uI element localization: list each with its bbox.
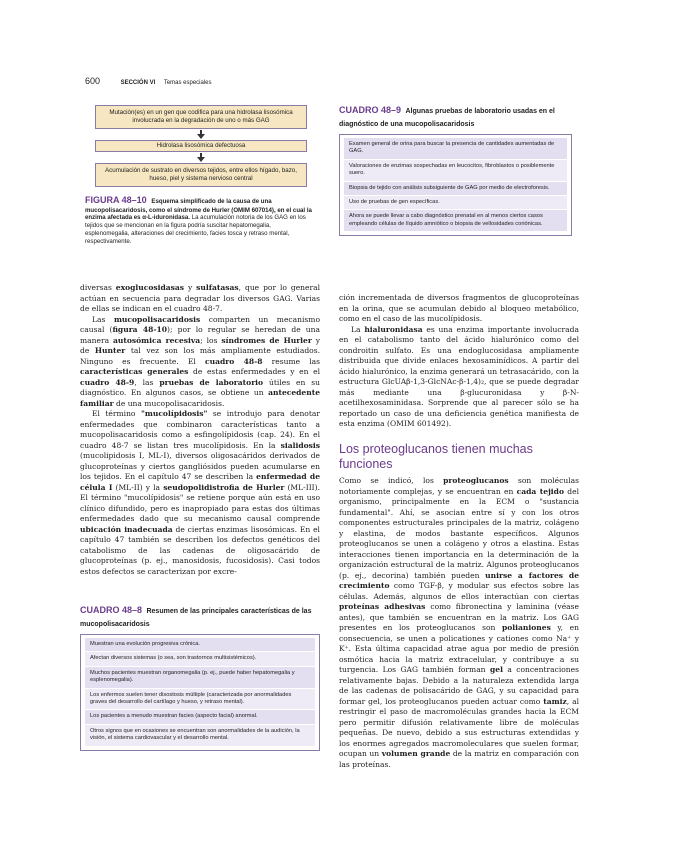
table-48-8 xyxy=(80,604,320,751)
flow-box-defective-hydrolase: Hidrolasa lisosómica defectuosa xyxy=(95,140,307,152)
section-heading: Los proteoglucanos tienen muchas funciones xyxy=(339,442,533,471)
table-row: Ahora se puede llevar a cabo diagnóstico prenatal en al menos ciertos casos empleando células de líquido amniótico o biopsia de vellosidades coriónicas. xyxy=(344,210,567,232)
left-column-text xyxy=(80,283,320,577)
table-row: Muchos pacientes muestran organomegalia (p. ej., puede haber hepatomegalia y esplenomegalia). xyxy=(85,667,315,689)
right-column-text-bottom xyxy=(339,476,579,770)
table-48-8-body xyxy=(80,634,320,751)
table-48-8-heading: Resumen de las principales características de las mucopolisacaridosis xyxy=(80,608,312,628)
table-row: Muestran una evolución progresiva crónica. xyxy=(85,638,315,652)
table-row: Uso de pruebas de gen específicas. xyxy=(344,196,567,210)
table-48-9-heading: Algunas pruebas de laboratorio usadas en el diagnóstico de una mucopolisacaridosis xyxy=(339,108,555,128)
flow-box-mutation: Mutación(es) en un gen que codifica para una hidrolasa lisosómica involucrada en la degradación de uno o más GAG xyxy=(95,105,307,129)
paragraph: ción incrementada de diversos fragmentos de glucoproteínas en la orina, que se acumulan debido al bloqueo metabólico, como en el caso de las mucolípidosis. xyxy=(339,293,579,323)
figure-caption xyxy=(85,195,313,246)
table-row: Biopsia de tejido con análisis subsiguiente de GAG por medio de electroforesis. xyxy=(344,182,567,196)
paragraph: diversas exoglucosidasas y sulfatasas, que por lo general actúan en secuencia para degradar los diversos GAG. Varias de ellas se indican en el cuadro 48-7. xyxy=(80,283,321,313)
paragraph: Las mucopolisacaridosis comparten un mecanismo causal (figura 48-10); por lo regular se heredan de una manera autosómica recesiva; los síndromes de Hurler y de Hunter tal vez son los más ampliamente estudiados. Ninguno es frecuente. El cuadro 48-8 resume las características generales de estas enfermedades y en el cuadro 48-9, las pruebas de laboratorio útiles en su diagnóstico. En algunos casos, se obtiene un antecedente familiar de una mucopolisacaridosis. xyxy=(80,314,321,408)
figure-label: FIGURA 48–10 xyxy=(85,195,147,205)
table-row: Examen general de orina para buscar la presencia de cantidades aumentadas de GAG. xyxy=(344,138,567,160)
page-number: 600 xyxy=(85,76,101,86)
arrow-down-icon xyxy=(197,153,205,162)
table-row: Valoraciones de enzimas sospechadas en leucocitos, fibroblastos o posiblemente suero. xyxy=(344,160,567,182)
paragraph: El término "mucolípidosis" se introdujo para denotar enfermedades que combinaron características tanto a mucopolisacaridosis como a esfingolípidosis (cap. 24). En el cuadro 48-7 se listan tres mucolípidosis. En la sialidosis (mucolipidosis I, ML-I), diversos oligosacáridos derivados de glucoproteínas y ciertos gangliósidos pueden acumularse en los tejidos. En el capítulo 47 se describen la enfermedad de célula I (ML-II) y la seudopolidistrofia de Hurler (ML-III). El término "mucolípidosis" se retiene porque aún está en uso clínico difundido, pero es inapropiado para estas dos últimas enfermedades dado que su mecanismo causal comprende ubicación inadecuada de ciertas enzimas lisosómicas. En el capítulo 47 también se describen los defectos genéticos del catabolismo de las cadenas de oligosacárido de glucoproteínas (p. ej., manosidosis, fucosidosis). Casi todos estos defectos se caracterizan por excre- xyxy=(80,409,320,576)
table-48-8-label: CUADRO 48–8 xyxy=(80,605,143,615)
table-48-9 xyxy=(339,104,572,236)
arrow-down-icon xyxy=(197,130,205,139)
table-48-9-body xyxy=(339,134,572,236)
flow-box-accumulation: Acumulación de sustrato en diversos tejidos, entre ellos hígado, bazo, hueso, piel y sistema nervioso central xyxy=(95,163,307,187)
table-row: Los enfermos suelen tener disostosis múltiple (caracterizada por anormalidades graves del desarrollo del cartílago y hueso, y retraso mental). xyxy=(85,689,315,711)
table-row: Otros signos que en ocasiones se encuentran son anormalidades de la audición, la visión, el sistema cardiovascular y el desarrollo mental. xyxy=(85,725,315,747)
table-48-9-label: CUADRO 48–9 xyxy=(339,105,402,115)
table-48-9-title xyxy=(339,104,572,130)
figure-caption-text: La acumulación notoria de los GAG en los tejidos que se mencionan en la figura podría suscitar hepatomegalia, esplenomegalia, alteraciones del crecimiento, facies tosca y retraso mental, respectivamente. xyxy=(85,214,306,245)
table-row: Afectan diversos sistemas (o sea, son trastornos multisistémicos). xyxy=(85,652,315,666)
figure-caption-title: Esquema simplificado de la causa de una mucopolisacaridosis, como el síndrome de Hurler (OMIM 607014), en el cual la enzima afectada es α-L-iduronidasa. xyxy=(85,198,312,222)
paragraph: Como se indicó, los proteoglucanos son moléculas notoriamente complejas, y se encuentran en cada tejido del organismo, principalmente en la ECM o "sustancia fundamental". Ahí, se asocian entre sí y con los otros componentes estructurales principales de la matriz, colágeno y elastina, de modos bastante específicos. Algunos proteoglucanos se unen a colágeno y otros a elastina. Estas interacciones tienen importancia en la determinación de la organización estructural de la matriz. Algunos proteoglucanos (p. ej., decorina) también pueden unirse a factores de crecimiento como TGF-β, y modular sus efectos sobre las células. Además, algunos de ellos interactúan con ciertas proteínas adhesivas como fibronectina y laminina (véase antes), que también se encuentran en la matriz. Los GAG presentes en los proteoglucanos son polianiones y, en consecuencia, se unen a policationes y cationes como Na⁺ y K⁺. Esta última capacidad atrae agua por medio de presión osmótica hacia la matriz extracelular, y contribuye a su turgencia. Los GAG también forman gel a concentraciones relativamente bajas. Debido a la naturaleza extendida larga de las cadenas de polisacárido de GAG, y su capacidad para formar gel, los proteoglucanos pueden actuar como tamiz, al restringir el paso de macromoléculas grandes hacia la ECM pero permitir difusión relativamente libre de moléculas pequeñas. De nuevo, debido a sus estructuras extendidas y los enormes agregados macromoleculares que suelen formar, ocupan un volumen grande de la matriz en comparación con las proteínas. xyxy=(339,476,579,769)
table-row: Los pacientes a menudo muestran facies (aspecto facial) anormal. xyxy=(85,710,315,724)
section-topic: Temas especiales xyxy=(163,80,212,86)
table-48-8-title xyxy=(80,604,320,630)
running-header xyxy=(85,76,212,86)
right-column-text-top xyxy=(339,293,579,430)
paragraph: La hialuronidasa es una enzima importante involucrada en el catabolismo tanto del ácido hialurónico como del condroitin sulfato. Es una endoglucosidasa ampliamente distribuida que divide enlaces hexosaminídicos. A partir del ácido hialurónico, la enzima generará un tetrasacárido, con la estructura GlcUAβ-1,3-GlcNAc-β-1,4)₂, que se puede degradar más mediante una β-glucuronidasa y β-N-acetilhexosaminidasa. Sorprende que al parecer sólo se ha reportado un caso de una deficiencia genética manifiesta de esta enzima (OMIM 601492). xyxy=(339,324,579,428)
section-label: SECCIÓN VI xyxy=(120,80,156,86)
